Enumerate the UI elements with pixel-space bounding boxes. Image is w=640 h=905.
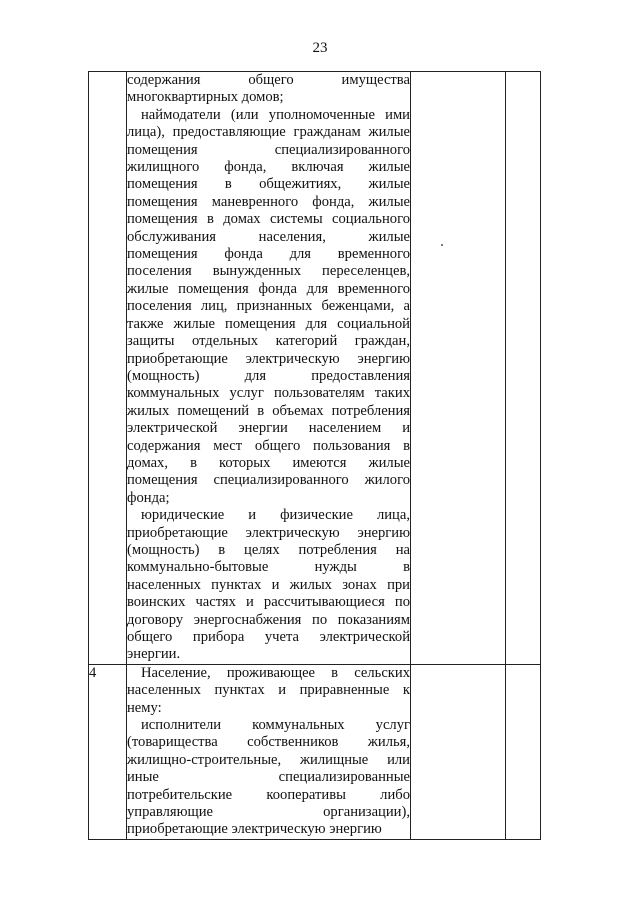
text-line: помещения в общежитиях, жилые bbox=[127, 176, 410, 193]
text-line: нему: bbox=[127, 699, 162, 716]
scan-speck bbox=[441, 244, 443, 246]
table-row bbox=[89, 664, 541, 839]
text-paragraph bbox=[127, 72, 410, 107]
text-line: домах, в которых имеются жилые bbox=[127, 454, 410, 471]
text-line: потребительские кооперативы либо bbox=[127, 786, 410, 803]
tariff-table bbox=[88, 71, 541, 840]
text-line: (мощность) в целях потребления на bbox=[127, 541, 410, 558]
text-line: юридические и физические лица, bbox=[141, 507, 410, 524]
text-line: помещения специализированного жилого bbox=[127, 472, 410, 489]
text-line: жилые помещения фонда для временного bbox=[127, 280, 410, 297]
text-line: поселения лиц, признанных беженцами, а bbox=[127, 298, 410, 315]
text-line: населенных пунктах и жилых зонах при bbox=[127, 576, 410, 593]
text-line: населенных пунктах и приравненные к bbox=[127, 682, 410, 699]
table-row bbox=[89, 72, 541, 665]
text-line: (товарищества собственников жилья, bbox=[127, 734, 410, 751]
empty-cell bbox=[411, 72, 506, 665]
text-line: иные специализированные bbox=[127, 769, 410, 786]
text-line: помещения фонда для временного bbox=[127, 246, 410, 263]
text-paragraph bbox=[127, 507, 410, 664]
text-line: договору энергоснабжения по показаниям bbox=[127, 611, 410, 628]
text-line: приобретающие электрическую энергию bbox=[127, 524, 410, 541]
text-paragraph bbox=[127, 107, 410, 507]
text-line: исполнители коммунальных услуг bbox=[141, 717, 410, 734]
text-paragraph bbox=[127, 665, 410, 717]
text-line: лица), предоставляющие гражданам жилые bbox=[127, 124, 410, 141]
empty-cell bbox=[506, 72, 541, 665]
text-line: наймодатели (или уполномоченные ими bbox=[141, 106, 410, 123]
text-line: обслуживания населения, жилые bbox=[127, 228, 410, 245]
row-text-cell bbox=[127, 664, 411, 839]
text-line: помещения маневренного фонда, жилые bbox=[127, 193, 410, 210]
text-line: многоквартирных домов; bbox=[127, 89, 284, 106]
text-line: содержания общего имущества bbox=[127, 72, 410, 88]
text-line: помещения в домах системы социального bbox=[127, 211, 410, 228]
text-line: фонда; bbox=[127, 489, 170, 506]
text-line: энергии. bbox=[127, 646, 181, 663]
empty-cell bbox=[411, 664, 506, 839]
text-line: воинских частях и рассчитывающиеся по bbox=[127, 594, 410, 611]
page-number: 23 bbox=[312, 40, 328, 56]
text-line: помещения специализированного bbox=[127, 141, 410, 158]
text-line: жилищно-строительные, жилищные или bbox=[127, 751, 410, 768]
text-line: приобретающие электрическую энергию bbox=[127, 350, 410, 367]
text-line: защиты отдельных категорий граждан, bbox=[127, 333, 410, 350]
text-line: (мощность) для предоставления bbox=[127, 367, 410, 384]
empty-cell bbox=[506, 664, 541, 839]
text-line: жилых помещений в объемах потребления bbox=[127, 402, 410, 419]
text-line: приобретающие электрическую энергию bbox=[127, 821, 382, 838]
row-text-cell bbox=[127, 72, 411, 665]
row-number-cell: 4 bbox=[89, 664, 127, 839]
text-line: электрической энергии населением и bbox=[127, 420, 410, 437]
text-line: также жилые помещения для социальной bbox=[127, 315, 410, 332]
text-line: общего прибора учета электрической bbox=[127, 629, 410, 645]
text-paragraph bbox=[127, 717, 410, 839]
text-line: коммунальных услуг пользователям таких bbox=[127, 385, 410, 402]
text-line: управляющие организации), bbox=[127, 804, 410, 821]
text-line: коммунально-бытовые нужды в bbox=[127, 559, 410, 576]
text-line: содержания мест общего пользования в bbox=[127, 437, 410, 454]
text-line: жилищного фонда, включая жилые bbox=[127, 159, 410, 176]
text-line: поселения вынужденных переселенцев, bbox=[127, 263, 410, 280]
text-line: Население, проживающее в сельских bbox=[141, 664, 410, 681]
row-number-cell bbox=[89, 72, 127, 665]
